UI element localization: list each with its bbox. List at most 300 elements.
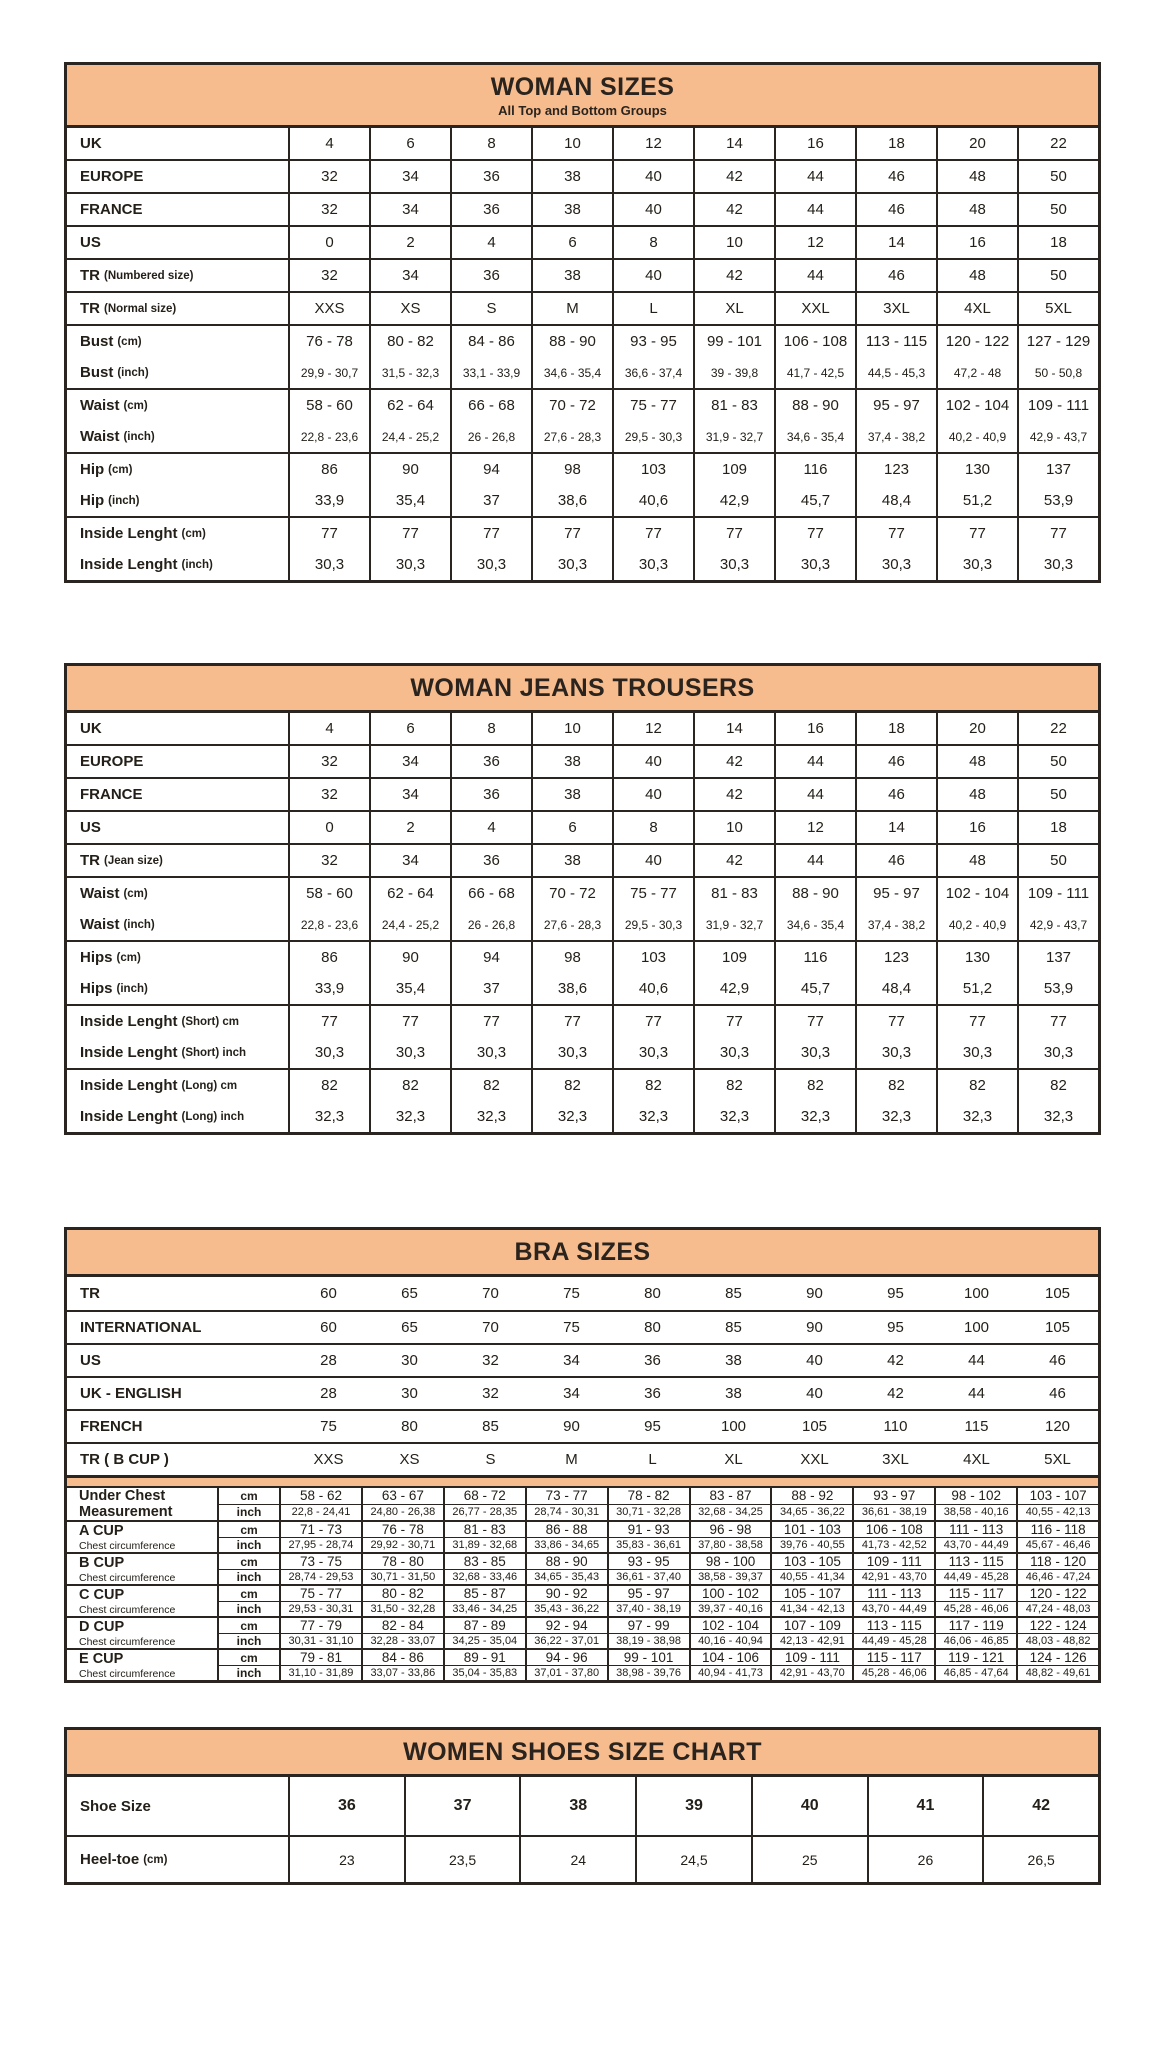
row-label-text: US: [80, 819, 101, 836]
row-label-text: Hips: [80, 980, 113, 997]
row-label: [67, 1777, 288, 1835]
cup-label: [67, 1522, 217, 1552]
table-cell: 82: [1017, 1070, 1098, 1101]
table-group: [67, 940, 1098, 1004]
row-label-text: Inside Lenght: [80, 1077, 178, 1094]
table-cell: 47,2 - 48: [936, 357, 1017, 388]
table-cell: 120: [1044, 1418, 1071, 1435]
table-cell: 87 - 89: [443, 1618, 525, 1633]
table-cell: 38: [725, 1385, 742, 1402]
table-cell: 28: [320, 1352, 337, 1369]
table-cell: 46,85 - 47,64: [934, 1666, 1016, 1680]
table-cell: 130: [936, 454, 1017, 485]
table-cell: S: [485, 1451, 496, 1468]
table-cell: 32,3: [369, 1101, 450, 1132]
row-label: [67, 845, 288, 876]
row-label: [67, 942, 288, 973]
table-cell: 18: [855, 713, 936, 744]
table-cell: 30,3: [369, 1037, 450, 1068]
table-cell: 42,9: [693, 973, 774, 1004]
row-label: [67, 293, 288, 324]
table-cell: 36: [450, 845, 531, 876]
table-cell: 18: [855, 128, 936, 159]
table-cell: 48,03 - 48,82: [1016, 1634, 1098, 1648]
table-cell: 37,80 - 38,58: [689, 1538, 771, 1552]
table-cell: 77: [288, 518, 369, 549]
table-cell: 85: [482, 1418, 499, 1435]
table-cell: 77: [936, 518, 1017, 549]
table-cell: 34,6 - 35,4: [531, 357, 612, 388]
table-cell: XXL: [774, 293, 855, 324]
table-cell: 95 - 97: [607, 1586, 689, 1601]
table-cell: 10: [693, 812, 774, 843]
table-body: [67, 713, 1098, 1132]
table-cell: 104 - 106: [689, 1650, 771, 1665]
table-cell: 124 - 126: [1016, 1650, 1098, 1665]
table-cell: 42,91 - 43,70: [852, 1570, 934, 1584]
table-cell: 46: [855, 779, 936, 810]
table-cell: 88 - 90: [531, 326, 612, 357]
table-row: [217, 1650, 1098, 1665]
row-label: [67, 878, 288, 909]
table-cell: 78 - 82: [607, 1488, 689, 1504]
table-cell: 120 - 122: [1016, 1586, 1098, 1601]
table-cell: 111 - 113: [852, 1586, 934, 1601]
row-label: [67, 746, 288, 777]
table-cell: 40: [612, 260, 693, 291]
table-cell: 14: [855, 812, 936, 843]
table-cell: 40: [806, 1385, 823, 1402]
table-cell: 118 - 120: [1016, 1554, 1098, 1569]
table-group: [67, 225, 1098, 258]
table-cell: 46: [855, 746, 936, 777]
table-cell: 33,07 - 33,86: [361, 1666, 443, 1680]
table-cell: L: [612, 293, 693, 324]
table-cell: 10: [531, 713, 612, 744]
table-cell: 22,8 - 24,41: [279, 1505, 361, 1521]
table-cell: 98: [531, 942, 612, 973]
table-row: [67, 454, 1098, 485]
table-cell: 31,10 - 31,89: [279, 1666, 361, 1680]
table-cell: 30,3: [531, 549, 612, 580]
row-label-text: US: [80, 1352, 101, 1369]
table-cell: 4: [288, 128, 369, 159]
table-cell: 47,24 - 48,03: [1016, 1602, 1098, 1616]
table-cell: 30,3: [531, 1037, 612, 1068]
row-label: [67, 1378, 288, 1409]
table-cell: 20: [936, 128, 1017, 159]
table-cell: 80: [644, 1319, 661, 1336]
table-cell: 115 - 117: [852, 1650, 934, 1665]
table-cell: 53,9: [1017, 973, 1098, 1004]
row-label-text: Bust: [80, 364, 114, 381]
table-cell: 40,6: [612, 485, 693, 516]
row-label: [67, 1411, 288, 1442]
table-cell: 95 - 97: [855, 390, 936, 421]
row-label-text: TR: [80, 1285, 100, 1302]
table-cell: 45,7: [774, 973, 855, 1004]
table-cell: 42: [693, 161, 774, 192]
cup-rows: [217, 1488, 1098, 1520]
table-cell: 68 - 72: [443, 1488, 525, 1504]
table-cell: 71 - 73: [279, 1522, 361, 1537]
table-cell: 42: [693, 779, 774, 810]
table-cell: 16: [936, 812, 1017, 843]
table-cell: 22: [1017, 128, 1098, 159]
row-label-unit: (inch): [108, 494, 140, 507]
table-cell: 28,74 - 30,31: [525, 1505, 607, 1521]
table-cell: 82: [693, 1070, 774, 1101]
table-cell: 82: [531, 1070, 612, 1101]
table-cell: 51,2: [936, 485, 1017, 516]
table-row: [67, 1376, 1098, 1409]
table-cell: 44,5 - 45,3: [855, 357, 936, 388]
table-cell: 31,50 - 32,28: [361, 1602, 443, 1616]
table-cell: 75 - 77: [612, 878, 693, 909]
table-cell: 40,16 - 40,94: [689, 1634, 771, 1648]
table-cell: 30,3: [774, 1037, 855, 1068]
table-cell: 41,34 - 42,13: [770, 1602, 852, 1616]
table-row: [67, 746, 1098, 777]
table-cell: 117 - 119: [934, 1618, 1016, 1633]
table-cell: 35,4: [369, 485, 450, 516]
table-cell: 5XL: [1044, 1451, 1071, 1468]
table-cell: 40: [612, 161, 693, 192]
table-cell: 38: [531, 845, 612, 876]
cup-name: Under Chest Measurement: [79, 1488, 173, 1520]
table-cell: 50: [1017, 161, 1098, 192]
table-cell: 82: [855, 1070, 936, 1101]
table-cell: 30,3: [369, 549, 450, 580]
table-cell: 116 - 118: [1016, 1522, 1098, 1537]
table-cell: 3XL: [855, 293, 936, 324]
table-cell: 77: [531, 1006, 612, 1037]
table-cell: 58 - 62: [279, 1488, 361, 1504]
table-cell: 28,74 - 29,53: [279, 1570, 361, 1584]
table-cell: 130: [936, 942, 1017, 973]
table-cell: 45,28 - 46,06: [934, 1602, 1016, 1616]
table-cell: 82: [450, 1070, 531, 1101]
table-cell: 113 - 115: [852, 1618, 934, 1633]
cup-label: [67, 1586, 217, 1616]
table-cell: 37: [450, 973, 531, 1004]
table-cell: 32,28 - 33,07: [361, 1634, 443, 1648]
table-cell: 103 - 105: [770, 1554, 852, 1569]
table-cell: 29,9 - 30,7: [288, 357, 369, 388]
table-row: [67, 421, 1098, 452]
table-cell: M: [531, 293, 612, 324]
table-cell: 85: [725, 1319, 742, 1336]
table-cell: 16: [774, 713, 855, 744]
table-cell: 37,01 - 37,80: [525, 1666, 607, 1680]
table-cell: 42,9 - 43,7: [1017, 421, 1098, 452]
table-cell: 31,9 - 32,7: [693, 421, 774, 452]
table-row: [67, 1442, 1098, 1475]
table-cell: 24,4 - 25,2: [369, 421, 450, 452]
row-label: [67, 454, 288, 485]
table-cell: 30: [401, 1352, 418, 1369]
row-label: [67, 227, 288, 258]
row-label: [67, 260, 288, 291]
table-cell: 116: [774, 454, 855, 485]
table-cell: 111 - 113: [934, 1522, 1016, 1537]
table-cell: 95: [644, 1418, 661, 1435]
table-cell: 48: [936, 161, 1017, 192]
table-cell: 14: [693, 128, 774, 159]
table-cell: L: [648, 1451, 657, 1468]
cup-rows: [217, 1586, 1098, 1616]
row-label-text: TR ( B CUP ): [80, 1451, 169, 1468]
table-cell: 90: [806, 1285, 823, 1302]
table-cell: 48,4: [855, 485, 936, 516]
row-label-text: Hip: [80, 492, 105, 509]
row-label-text: TR: [80, 267, 100, 284]
table-cell: 29,53 - 30,31: [279, 1602, 361, 1616]
row-label: [67, 1006, 288, 1037]
table-cell: 77: [531, 518, 612, 549]
row-label-text: Waist: [80, 885, 120, 902]
table-cell: 98 - 102: [934, 1488, 1016, 1504]
table-cell: 34: [369, 194, 450, 225]
woman-jeans-table: [64, 663, 1101, 1135]
table-cell: 24,80 - 26,38: [361, 1505, 443, 1521]
table-cell: 3XL: [882, 1451, 909, 1468]
table-cell: 42,9: [693, 485, 774, 516]
unit-label: inch: [217, 1505, 279, 1521]
row-label: [67, 1312, 288, 1343]
table-cell: 42,91 - 43,70: [770, 1666, 852, 1680]
table-cell: 26: [867, 1837, 983, 1882]
row-label-text: Inside Lenght: [80, 1013, 178, 1030]
table-cell: 43,70 - 44,49: [934, 1538, 1016, 1552]
row-label: [67, 161, 288, 192]
table-group: [67, 516, 1098, 580]
table-cell: 122 - 124: [1016, 1618, 1098, 1633]
table-cell: 38: [725, 1352, 742, 1369]
table-cell: 100: [963, 1319, 990, 1336]
table-cell: 80: [401, 1418, 418, 1435]
table-cell: 48,4: [855, 973, 936, 1004]
table-cell: 38,19 - 38,98: [607, 1634, 689, 1648]
table-row: [217, 1554, 1098, 1569]
table-cell: 12: [774, 227, 855, 258]
table-row: [67, 128, 1098, 159]
table-cell: 38: [531, 779, 612, 810]
cup-label: [67, 1618, 217, 1648]
table-cell: 88 - 90: [774, 878, 855, 909]
table-cell: 6: [369, 128, 450, 159]
table-subtitle: All Top and Bottom Groups: [498, 103, 667, 118]
table-header: [67, 65, 1098, 128]
table-cell: 36,61 - 37,40: [607, 1570, 689, 1584]
table-cell: 34,65 - 35,43: [525, 1570, 607, 1584]
table-cell: 12: [774, 812, 855, 843]
table-cell: 42,9 - 43,7: [1017, 909, 1098, 940]
row-label: [67, 1070, 288, 1101]
table-cell: 36: [450, 260, 531, 291]
table-cell: 41: [867, 1777, 983, 1835]
table-group: [67, 388, 1098, 452]
table-cell: 99 - 101: [693, 326, 774, 357]
table-cell: 30,3: [612, 549, 693, 580]
table-cell: 81 - 83: [693, 390, 774, 421]
table-cell: 82: [936, 1070, 1017, 1101]
table-cell: 75 - 77: [612, 390, 693, 421]
table-row: [67, 390, 1098, 421]
table-cell: 66 - 68: [450, 390, 531, 421]
table-row: [67, 909, 1098, 940]
table-cell: 96 - 98: [689, 1522, 771, 1537]
table-cell: 24,4 - 25,2: [369, 909, 450, 940]
table-cell: 70 - 72: [531, 878, 612, 909]
table-cell: 127 - 129: [1017, 326, 1098, 357]
row-label-text: FRANCE: [80, 201, 143, 218]
table-cell: 77: [1017, 1006, 1098, 1037]
table-cell: 40,2 - 40,9: [936, 909, 1017, 940]
table-row: [67, 357, 1098, 388]
unit-label: cm: [217, 1618, 279, 1633]
row-label: [67, 713, 288, 744]
row-label-text: UK: [80, 135, 102, 152]
table-cell: 105 - 107: [770, 1586, 852, 1601]
table-cell: 37,4 - 38,2: [855, 421, 936, 452]
row-label-text: Inside Lenght: [80, 1044, 178, 1061]
table-row: [67, 161, 1098, 192]
table-title: WOMEN SHOES SIZE CHART: [403, 1738, 762, 1766]
table-cell: 42: [693, 260, 774, 291]
table-cell: 44: [774, 161, 855, 192]
table-cell: 35,04 - 35,83: [443, 1666, 525, 1680]
table-cell: 75 - 77: [279, 1586, 361, 1601]
row-label-unit: (Long) inch: [181, 1110, 245, 1123]
table-cell: 27,6 - 28,3: [531, 421, 612, 452]
table-cell: 77: [936, 1006, 1017, 1037]
table-cell: 42: [982, 1777, 1098, 1835]
table-cell: 12: [612, 128, 693, 159]
table-cell: 18: [1017, 812, 1098, 843]
table-cell: 16: [936, 227, 1017, 258]
table-cell: 40: [612, 845, 693, 876]
row-label: [67, 1444, 288, 1475]
table-cell: 44: [968, 1352, 985, 1369]
table-cell: 10: [693, 227, 774, 258]
table-cell: 102 - 104: [689, 1618, 771, 1633]
table-cell: 34,65 - 36,22: [770, 1505, 852, 1521]
table-cell: 83 - 85: [443, 1554, 525, 1569]
table-cell: 32,68 - 34,25: [689, 1505, 771, 1521]
table-cell: 93 - 95: [612, 326, 693, 357]
table-cell: 2: [369, 812, 450, 843]
table-cell: 38,98 - 39,76: [607, 1666, 689, 1680]
cup-name: B CUP: [79, 1554, 125, 1571]
table-cell: 36: [450, 746, 531, 777]
table-cell: 60: [320, 1319, 337, 1336]
table-cell: 23: [288, 1837, 404, 1882]
table-cell: 63 - 67: [361, 1488, 443, 1504]
row-label-text: Inside Lenght: [80, 556, 178, 573]
table-cell: 105: [1044, 1285, 1071, 1302]
table-row: [67, 1310, 1098, 1343]
table-cell: 4XL: [963, 1451, 990, 1468]
table-cell: 37,40 - 38,19: [607, 1602, 689, 1616]
table-cell: 62 - 64: [369, 390, 450, 421]
table-cell: 23,5: [404, 1837, 520, 1882]
table-cell: 94: [450, 942, 531, 973]
table-cell: 98 - 100: [689, 1554, 771, 1569]
table-cell: 30,3: [288, 549, 369, 580]
unit-label: cm: [217, 1488, 279, 1504]
table-cell: 42: [887, 1385, 904, 1402]
table-cell: 36: [644, 1385, 661, 1402]
row-label: [67, 1037, 288, 1068]
cup-group: [67, 1552, 1098, 1584]
table-cell: 38: [531, 260, 612, 291]
table-cell: 40,6: [612, 973, 693, 1004]
table-cell: 32: [288, 260, 369, 291]
table-cell: 42,13 - 42,91: [770, 1634, 852, 1648]
table-cell: 32,3: [1017, 1101, 1098, 1132]
row-label: [67, 549, 288, 580]
table-row: [217, 1488, 1098, 1504]
table-cell: 35,83 - 36,61: [607, 1538, 689, 1552]
table-cell: 37: [450, 485, 531, 516]
table-cell: 90: [369, 454, 450, 485]
table-cell: XS: [369, 293, 450, 324]
row-label-unit: (cm): [143, 1853, 168, 1866]
table-cell: 46: [855, 194, 936, 225]
table-row: [67, 293, 1098, 324]
table-group: [67, 1777, 1098, 1835]
table-cell: 46: [855, 161, 936, 192]
table-cell: 40: [612, 194, 693, 225]
row-label-text: UK - ENGLISH: [80, 1385, 182, 1402]
table-cell: 32,3: [612, 1101, 693, 1132]
table-title: BRA SIZES: [514, 1238, 651, 1266]
table-cell: 77: [1017, 518, 1098, 549]
row-label: [67, 1101, 288, 1132]
table-cell: 29,5 - 30,3: [612, 909, 693, 940]
row-label: [67, 1277, 288, 1310]
table-cell: 60: [320, 1285, 337, 1302]
cup-sublabel: Chest circumference: [79, 1571, 176, 1584]
table-cell: 39: [635, 1777, 751, 1835]
table-cell: 75: [563, 1285, 580, 1302]
table-cell: 30,3: [450, 1037, 531, 1068]
table-cell: 58 - 60: [288, 878, 369, 909]
cup-rows: [217, 1650, 1098, 1680]
table-cell: 37,4 - 38,2: [855, 909, 936, 940]
cup-rows: [217, 1554, 1098, 1584]
table-cell: 82: [774, 1070, 855, 1101]
row-label: [67, 128, 288, 159]
table-cell: 32,3: [693, 1101, 774, 1132]
table-cell: 40,55 - 42,13: [1016, 1505, 1098, 1521]
table-cell: 32: [288, 779, 369, 810]
table-cell: 30,3: [693, 1037, 774, 1068]
table-cell: 34: [369, 260, 450, 291]
table-row: [67, 1277, 1098, 1310]
table-cell: 88 - 90: [525, 1554, 607, 1569]
table-row: [67, 779, 1098, 810]
table-body: [67, 1777, 1098, 1882]
cup-group: [67, 1520, 1098, 1552]
table-cell: 34: [563, 1385, 580, 1402]
table-cell: 8: [450, 713, 531, 744]
table-cell: 58 - 60: [288, 390, 369, 421]
unit-label: inch: [217, 1570, 279, 1584]
table-cell: 45,67 - 46,46: [1016, 1538, 1098, 1552]
table-cell: 30,3: [450, 549, 531, 580]
